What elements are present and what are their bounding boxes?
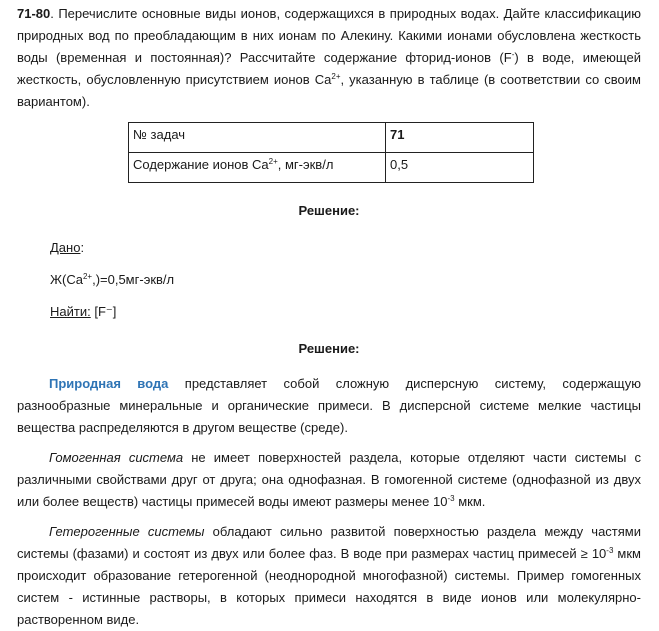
variant-number: 71 xyxy=(390,127,405,142)
paragraph-2-exponent: -3 xyxy=(447,494,455,503)
solution-heading: Решение: xyxy=(298,203,360,218)
task-text-1: . Перечислите основные виды ионов, содержащихся в природных водах. Дайте классификацию природных вод по преобладающим в них ионам по Алекину. Какими ионами обусловлена жесткость воды (временная и постоянная)? Рассчитайте содержание фторид-ионов (F xyxy=(17,6,641,65)
hardness-text: Ж(Ca xyxy=(50,272,83,287)
paragraph-3-end: мкм происходит образование гетерогенной (неоднородной многофазной) системы. Пример гомогенных систем - истинные растворы, в которых примеси находятся в виде ионов или молекулярно-растворенном виде. xyxy=(17,546,641,627)
given-label: Дано xyxy=(50,240,81,255)
calcium-charge: 2+ xyxy=(331,72,341,81)
table-row xyxy=(129,123,534,153)
task-number: 71-80 xyxy=(17,6,51,21)
calcium-label-charge: 2+ xyxy=(268,157,278,166)
given-colon: : xyxy=(80,240,85,255)
fluoride-charge: - xyxy=(511,50,515,59)
table-cell-value xyxy=(386,123,534,153)
hardness-value: ,)=0,5мг-экв/л xyxy=(92,272,175,287)
given-label-line xyxy=(17,237,641,259)
task-statement xyxy=(17,0,641,113)
table-row xyxy=(129,153,534,183)
find-value: [F⁻] xyxy=(90,304,117,319)
table-cell-value: 0,5 xyxy=(386,153,534,183)
variant-table xyxy=(128,122,534,183)
task-text-2: ) в воде, имеющей жесткость, обусловленную присутствием ионов Ca xyxy=(17,50,641,87)
solution-heading-2: Решение: xyxy=(298,341,360,356)
paragraph-1-text: представляет собой сложную дисперсную систему, содержащую разнообразные минеральные и органические примеси. В дисперсной системе мелкие частицы вещества распределяются в другом веществе (среде). xyxy=(17,376,642,435)
calcium-label-unit: , мг-экв/л xyxy=(277,157,334,172)
paragraph-3-text: обладают сильно развитой поверхностью раздела между частями системы (фазами) и состоят из двух или более фаз. В воде при размерах частиц примесей ≥ 10 xyxy=(17,524,641,561)
paragraph-heterogeneous xyxy=(17,521,641,631)
find-label: Найти: xyxy=(50,304,91,319)
term-natural-water: Природная вода xyxy=(49,376,169,391)
table-cell-label: № задач xyxy=(129,123,386,153)
paragraph-homogeneous xyxy=(17,447,641,513)
term-heterogeneous: Гетерогенные системы xyxy=(49,524,205,539)
paragraph-2-text: не имеет поверхностей раздела, которые отделяют части системы с различными свойствами друг от друга; она однофазная. В гомогенной системе (однофазной из двух или более веществ) частицы примесей воды имеют размеры менее 10 xyxy=(17,450,641,509)
find-line xyxy=(17,301,641,323)
paragraph-2-end: мкм. xyxy=(454,494,486,509)
paragraph-natural-water xyxy=(17,373,641,439)
task-text-3: , указанную в таблице (в соответствии со своим вариантом). xyxy=(17,72,641,109)
table-cell-label xyxy=(129,153,386,183)
calcium-label-text: Содержание ионов Ca xyxy=(133,157,269,172)
paragraph-3-exponent: -3 xyxy=(606,546,614,555)
hardness-charge: 2+ xyxy=(82,272,93,281)
given-hardness xyxy=(17,269,641,291)
term-homogeneous: Гомогенная система xyxy=(49,450,184,465)
